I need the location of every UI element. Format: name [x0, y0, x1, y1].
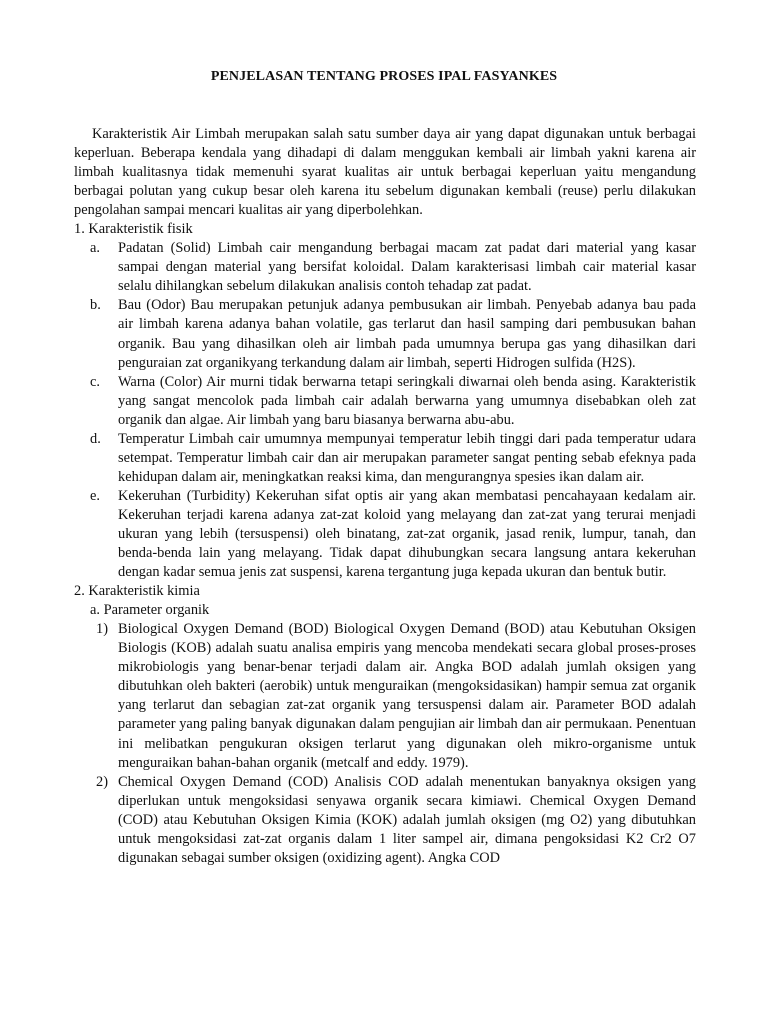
list-item — [74, 773, 696, 868]
list-item — [74, 239, 696, 296]
list-item-text: Padatan (Solid) Limbah cair mengandung berbagai macam zat padat dari material yang kasar sampai dengan material yang bersifat koloidal. Dalam karakterisasi limbah cair material kasar selalu dihilangkan sebelum dilakukan analisis contoh tehadap zat padat. — [118, 240, 696, 295]
list-item-text: Kekeruhan (Turbidity) Kekeruhan sifat optis air yang akan membatasi pencahayaan kedalam air. Kekeruhan terjadi karena adanya zat-zat koloid yang melayang dan zat-zat yang terurai menjadi ukuran yang lebih (tersuspensi) oleh binatang, zat-zat organik, jasad renik, lumpur, tanah, dan benda-benda lain yang melayang. Tidak dapat dihubungkan secara langsung antara kekeruhan dengan kadar semua jenis zat suspensi, karena tergantung juga kepada ukuran dan bentuk butir. — [118, 487, 696, 581]
list-item-text: Chemical Oxygen Demand (COD) Analisis COD adalah menentukan banyaknya oksigen yang diperlukan untuk mengoksidasi senyawa organik secara kimiawi. Chemical Oxygen Demand (COD) atau Kebutuhan Oksigen Kimia (KOK) adalah jumlah oksigen (mg O2) yang dibutuhkan untuk mengoksidasi zat-zat organis dalam 1 liter sampel air, dimana pengoksidasi K2 Cr2 O7 digunakan sebagai sumber oksigen (oxidizing agent). Angka COD — [118, 773, 696, 866]
document-body — [74, 125, 696, 868]
section-heading-chemical: 2. Karakteristik kimia — [74, 583, 200, 600]
list-marker: 1) — [96, 621, 108, 638]
intro-paragraph: Karakteristik Air Limbah merupakan salah satu sumber daya air yang dapat digunakan untuk berbagai keperluan. Beberapa kendala yang dihadapi di dalam menggukan kembali air limbah yakni karena air limbah kualitasnya tidak memenuhi syarat kualitas air untuk berbagai keperluan yaitu mengandung berbagai polutan yang cukup besar oleh karena itu sebelum digunakan kembali (reuse) perlu dilakukan pengolahan sampai mencari kualitas air yang diperbolehkan. — [74, 126, 696, 219]
list-item-text: Warna (Color) Air murni tidak berwarna tetapi seringkali diwarnai oleh benda asing. Karakteristik yang sangat mencolok pada limbah cair adalah berwarna yang umumnya disebabkan oleh zat organik dan algae. Air limbah yang baru biasanya berwarna abu-abu. — [118, 373, 696, 428]
list-item — [74, 430, 696, 487]
list-marker: e. — [90, 487, 100, 504]
list-item-text: Temperatur Limbah cair umumnya mempunyai temperatur lebih tinggi dari pada temperatur udara setempat. Temperatur limbah cair dan air merupakan parameter sangat penting sebab efeknya pada kehidupan dalam air, meningkatkan reaksi kima, dan mengurangnya spesies ikan dalam air. — [118, 430, 696, 485]
list-marker: b. — [90, 297, 101, 314]
list-item — [74, 373, 696, 430]
list-item — [74, 620, 696, 772]
list-marker: c. — [90, 373, 100, 390]
list-marker: d. — [90, 430, 101, 447]
list-item — [74, 296, 696, 372]
list-marker: a. — [90, 240, 100, 257]
list-marker: 2) — [96, 773, 108, 790]
page-title: PENJELASAN TENTANG PROSES IPAL FASYANKES — [210, 69, 558, 84]
section-heading-physical: 1. Karakteristik fisik — [74, 221, 193, 238]
list-item — [74, 487, 696, 582]
list-item-text: Biological Oxygen Demand (BOD) Biological Oxygen Demand (BOD) atau Kebutuhan Oksigen Biologis (KOB) adalah suatu analisa empiris yang mencoba mendekati secara global proses-proses mikrobiologis yang benar-benar terjadi dalam air. Angka BOD adalah jumlah oksigen yang dibutuhkan oleh bakteri (aerobik) untuk menguraikan (mengoksidasikan) hampir semua zat organik yang terlarut dan sebagian zat-zat organik yang tersuspensi dalam air. Parameter BOD adalah parameter yang paling banyak digunakan dalam pengujian air limbah dan air permukaan. Penentuan ini melibatkan pengukuran oksigen terlarut yang digunakan oleh mikro-organisme untuk menguraikan bahan-bahan organik (metcalf and eddy. 1979). — [118, 621, 696, 771]
subsection-heading-organic: a. Parameter organik — [90, 602, 210, 619]
list-item-text: Bau (Odor) Bau merupakan petunjuk adanya pembusukan air limbah. Penyebab adanya bau pada air limbah karena adanya bahan volatile, gas terlarut dan hasil samping dari pembusukan bahan organik. Bau yang dihasilkan oleh air limbah pada umumnya berupa gas yang dihasilkan dari penguraian zat organikyang terkandung dalam air limbah, seperti Hidrogen sulfida (H2S). — [118, 297, 696, 371]
